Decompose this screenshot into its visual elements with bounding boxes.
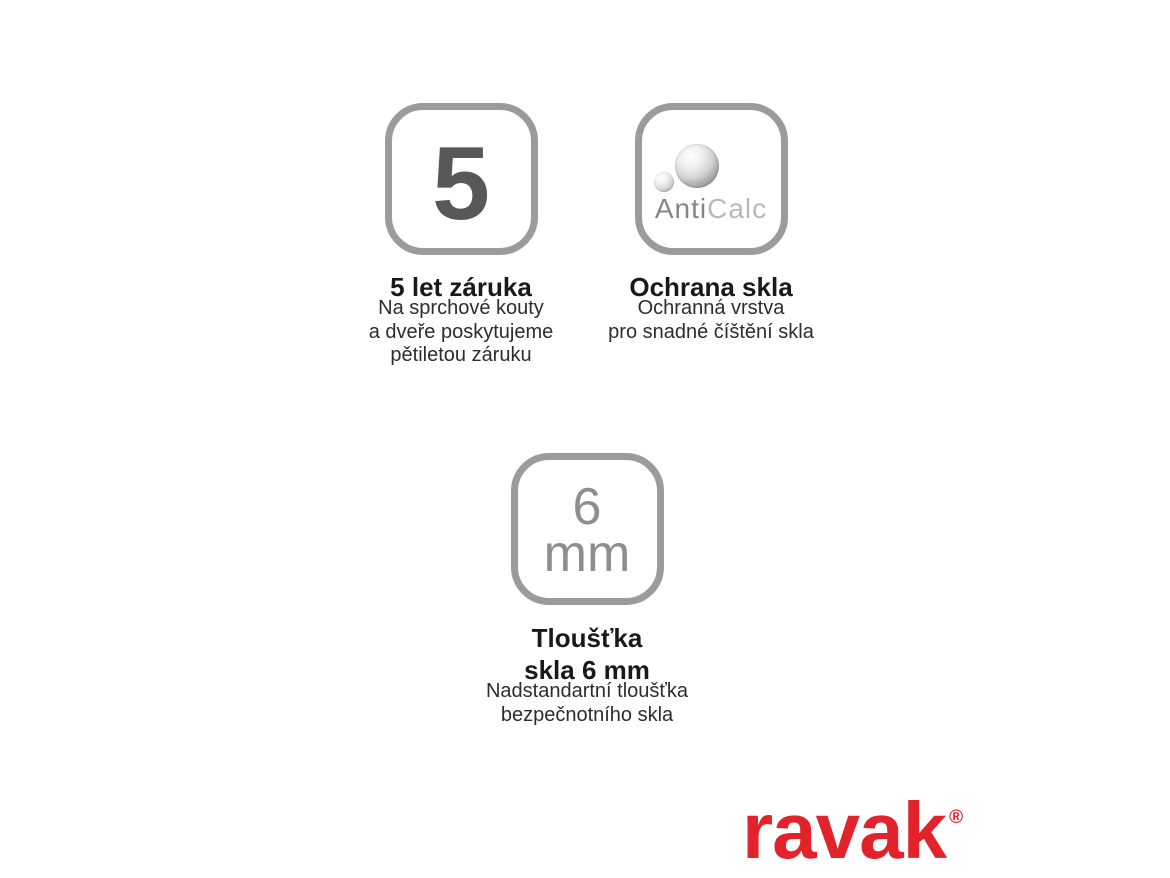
ravak-logo — [742, 786, 964, 875]
registered-trademark-icon: ® — [949, 807, 964, 828]
thickness-value: 6 mm — [543, 478, 631, 583]
anticalc-anti-text: Anti — [654, 193, 708, 224]
feature-title: 5 let záruka — [390, 272, 532, 302]
number-5: 5 — [432, 126, 490, 242]
feature-title: Tloušťka skla 6 mm — [524, 623, 650, 685]
feature-glass-thickness — [417, 453, 757, 727]
warranty-5-badge-icon — [385, 103, 538, 255]
feature-description: Ochranná vrstva pro snadné číštění skla — [608, 297, 814, 343]
thickness-6mm-badge-icon — [511, 453, 664, 605]
ravak-logo-text: ravak — [742, 786, 947, 875]
anticalc-calc-text: Calc — [707, 193, 768, 224]
feature-title: Ochrana skla — [629, 272, 793, 302]
feature-anticalc — [541, 103, 881, 344]
bubble-small-icon — [654, 172, 674, 192]
feature-description: Na sprchové kouty a dveře poskytujeme pětiletou záruku — [368, 297, 554, 366]
anticalc-label — [642, 195, 781, 223]
anticalc-badge-icon — [635, 103, 788, 255]
bubble-large-icon — [675, 144, 719, 188]
feature-description: Nadstandartní tloušťka bezpečnotního skla — [485, 680, 689, 726]
